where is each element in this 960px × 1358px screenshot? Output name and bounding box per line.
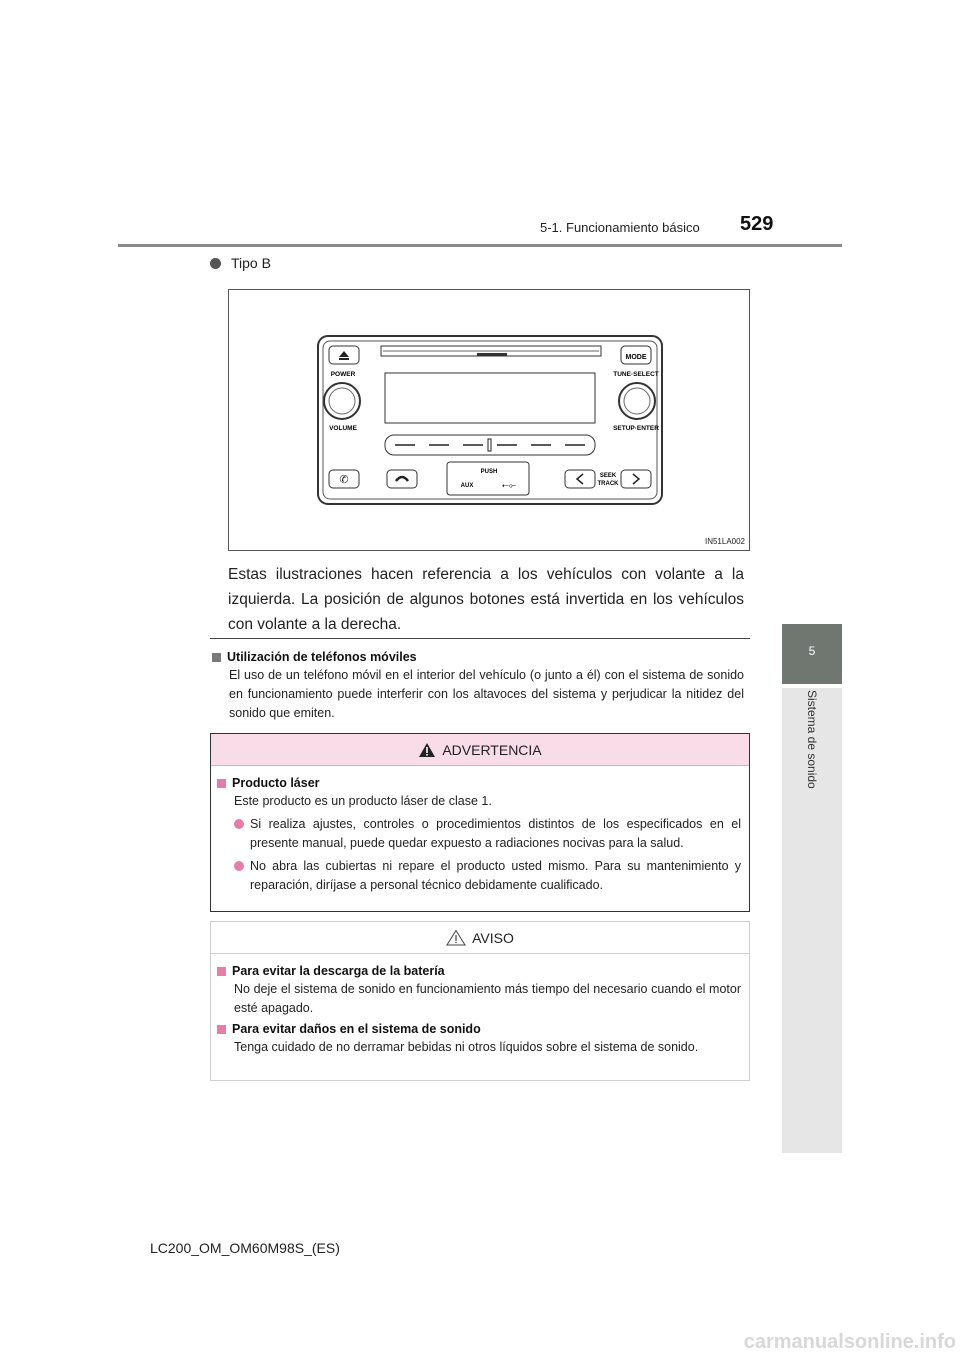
notice-heading-text: Para evitar daños en el sistema de sonido bbox=[232, 1022, 481, 1036]
mobile-heading bbox=[212, 650, 744, 664]
laser-heading-text: Producto láser bbox=[232, 776, 320, 790]
notice-heading bbox=[217, 964, 741, 978]
laser-heading bbox=[217, 776, 741, 790]
warning-box bbox=[210, 733, 750, 912]
type-label bbox=[210, 255, 271, 271]
phone-hangup-button bbox=[387, 470, 417, 488]
warning-title: ADVERTENCIA bbox=[442, 741, 542, 758]
aux-label: AUX bbox=[460, 483, 474, 489]
notice-heading bbox=[217, 1022, 741, 1036]
square-bullet-icon bbox=[212, 653, 221, 662]
mobile-text: El uso de un teléfono móvil en el interior del vehículo (o junto a él) con el sistema de sonido en funcionamiento puede interferir con los altavoces del sistema y perjudicar la nitidez del sonido que emiten. bbox=[229, 668, 744, 720]
chapter-number: 5 bbox=[808, 644, 816, 658]
warning-bullet-text: No abra las cubiertas ni repare el producto usted mismo. Para su mantenimiento y reparación, diríjase a personal técnico debidamente cualificado. bbox=[250, 859, 741, 892]
square-bullet-icon bbox=[217, 967, 226, 976]
push-label: PUSH bbox=[480, 469, 498, 475]
warning-bullet bbox=[217, 815, 741, 853]
notice-content bbox=[211, 954, 749, 1057]
caution-triangle-icon bbox=[446, 929, 466, 946]
preset-buttons bbox=[385, 435, 595, 455]
notice-title: AVISO bbox=[472, 929, 514, 946]
aux-usb-cover bbox=[447, 462, 529, 495]
notice-heading-text: Para evitar la descarga de la batería bbox=[232, 964, 445, 978]
tune-select-label: TUNE·SELECT bbox=[613, 371, 659, 378]
chapter-label-text: Sistema de sonido bbox=[805, 690, 819, 789]
usb-icon: ⭠⟜ bbox=[501, 480, 517, 490]
mobile-heading-text: Utilización de teléfonos móviles bbox=[227, 650, 417, 664]
seek-back-button bbox=[565, 470, 595, 488]
phone-pickup-icon: ✆ bbox=[339, 474, 349, 486]
warning-bullet bbox=[217, 857, 741, 895]
warning-content bbox=[211, 766, 749, 895]
chapter-label bbox=[782, 690, 842, 810]
intro-paragraph: Estas ilustraciones hacen referencia a los vehículos con volante a la izquierda. La posición de algunos botones está invertida en los vehículos con volante a la derecha. bbox=[228, 566, 744, 633]
square-bullet-icon bbox=[217, 1025, 226, 1034]
laser-intro: Este producto es un producto láser de clase 1. bbox=[234, 794, 492, 808]
figure-code: IN51LA002 bbox=[704, 537, 745, 546]
page-number: 529 bbox=[740, 213, 774, 235]
volume-label: VOLUME bbox=[329, 425, 357, 432]
section-title: 5-1. Funcionamiento básico bbox=[540, 220, 700, 235]
section-divider bbox=[210, 638, 750, 639]
warning-header bbox=[211, 734, 749, 766]
audio-unit-figure bbox=[228, 289, 750, 551]
type-label-text: Tipo B bbox=[231, 255, 271, 271]
bullet-icon bbox=[234, 861, 244, 871]
notice-box bbox=[210, 921, 750, 1081]
display bbox=[385, 373, 595, 423]
notice-header bbox=[211, 922, 749, 954]
header-divider bbox=[118, 244, 842, 247]
radio-illustration bbox=[317, 335, 663, 507]
mobile-phones-section bbox=[212, 650, 744, 723]
document-code: LC200_OM_OM60M98S_(ES) bbox=[150, 1240, 340, 1256]
notice-text: Tenga cuidado de no derramar bebidas ni otros líquidos sobre el sistema de sonido. bbox=[234, 1040, 699, 1054]
warning-triangle-icon bbox=[418, 742, 436, 758]
bullet-icon bbox=[234, 819, 244, 829]
seek-label: SEEK bbox=[599, 473, 617, 479]
bullet-icon bbox=[210, 258, 221, 269]
notice-text: No deje el sistema de sonido en funcionamiento más tiempo del necesario cuando el motor esté apagado. bbox=[234, 982, 741, 1015]
seek-forward-button bbox=[621, 470, 651, 488]
power-label: POWER bbox=[330, 371, 356, 378]
track-label: TRACK bbox=[597, 481, 619, 487]
mode-label: MODE bbox=[625, 354, 647, 361]
warning-bullet-text: Si realiza ajustes, controles o procedimientos distintos de los especificados en el presente manual, puede quedar expuesto a radiaciones nocivas para la salud. bbox=[250, 817, 741, 850]
site-watermark: carmanualsonline.info bbox=[743, 1331, 956, 1353]
setup-enter-label: SETUP·ENTER bbox=[613, 425, 659, 432]
square-bullet-icon bbox=[217, 779, 226, 788]
